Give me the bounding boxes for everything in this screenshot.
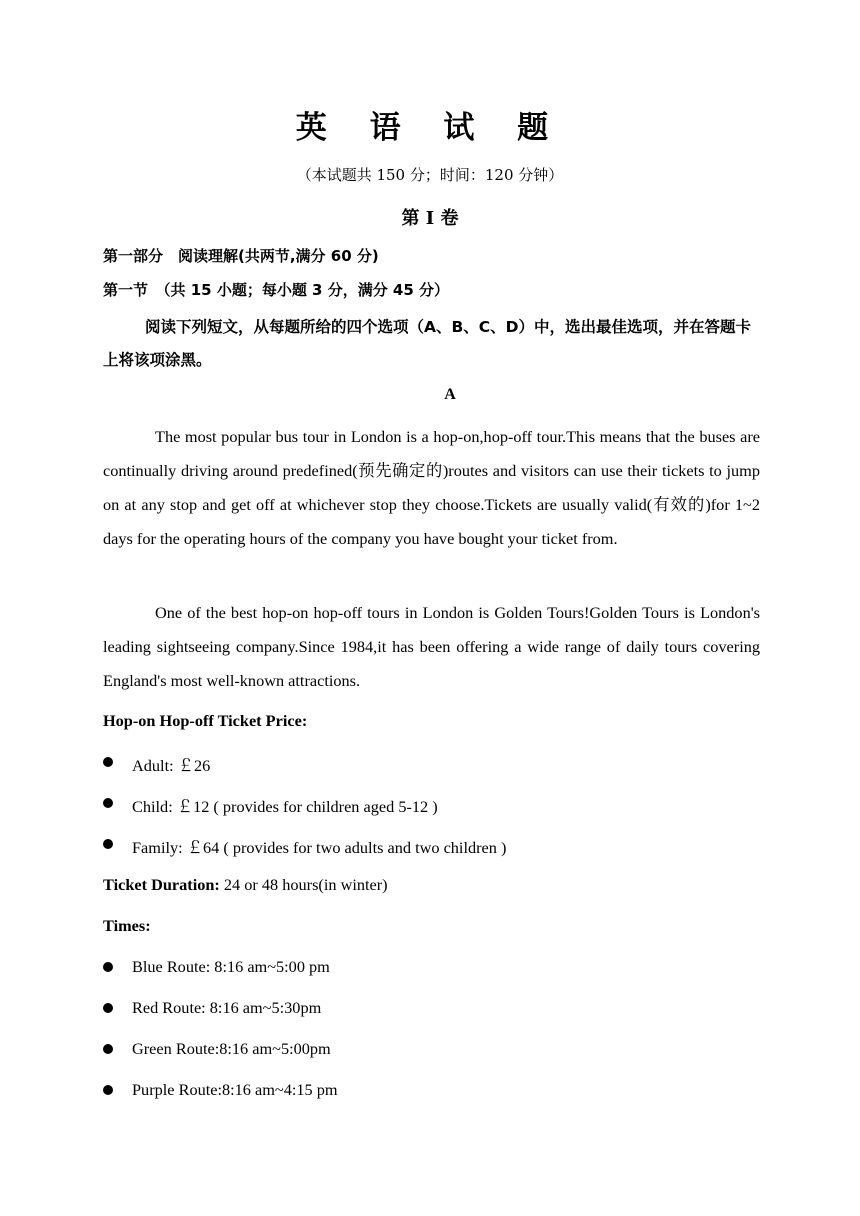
time-blue-route: Blue Route: 8:16 am~5:00 pm: [132, 957, 330, 976]
duration-value: 24 or 48 hours(in winter): [219, 875, 388, 894]
passage-paragraph-1: The most popular bus tour in London is a hop-on,hop-off tour.This means that the buses are continually driving around predefined(预先确定的)routes and visitors can use their tickets to jump on at any stop and get off at whichever stop they choose.Tickets are usually valid(有效的)for 1~2 days for the operating hours of the company you have bought your ticket from.: [103, 427, 760, 548]
price-heading: Hop-on Hop-off Ticket Price:: [103, 711, 308, 730]
duration-label: Ticket Duration:: [103, 875, 220, 894]
passage-label: A: [444, 386, 456, 403]
time-purple-route: Purple Route:8:16 am~4:15 pm: [132, 1080, 338, 1099]
exam-title: 英 语 试 题: [295, 110, 565, 146]
section-heading: 第一节 （共 15 小题；每小题 3 分，满分 45 分）: [103, 281, 450, 299]
passage-paragraph-2: One of the best hop-on hop-off tours in London is Golden Tours!Golden Tours is London's leading sightseeing company.Since 1984,it has been offering a wide range of daily tours covering England's most well-known attractions.: [103, 603, 760, 690]
bullet-icon: [103, 839, 113, 849]
times-heading: Times:: [103, 916, 151, 935]
bullet-icon: [103, 1044, 113, 1054]
time-red-route: Red Route: 8:16 am~5:30pm: [132, 998, 322, 1017]
bullet-icon: [103, 798, 113, 808]
volume-label: 第 I 卷: [401, 208, 459, 229]
instruction-text: 阅读下列短文，从每题所给的四个选项（A、B、C、D）中，选出最佳选项，并在答题卡上将该项涂黑。: [103, 318, 752, 369]
exam-subtitle: （本试题共 150 分；时间：120 分钟）: [296, 166, 564, 184]
time-green-route: Green Route:8:16 am~5:00pm: [132, 1039, 331, 1058]
bullet-icon: [103, 1003, 113, 1013]
bullet-icon: [103, 1085, 113, 1095]
price-family: Family: ￡64 ( provides for two adults and two children ): [132, 838, 507, 857]
bullet-icon: [103, 962, 113, 972]
bullet-icon: [103, 757, 113, 767]
price-adult: Adult: ￡26: [132, 756, 211, 775]
ticket-duration: [103, 875, 388, 895]
part-heading: 第一部分 阅读理解(共两节,满分 60 分): [103, 247, 379, 265]
price-child: Child: ￡12 ( provides for children aged 5-12 ): [132, 797, 438, 816]
